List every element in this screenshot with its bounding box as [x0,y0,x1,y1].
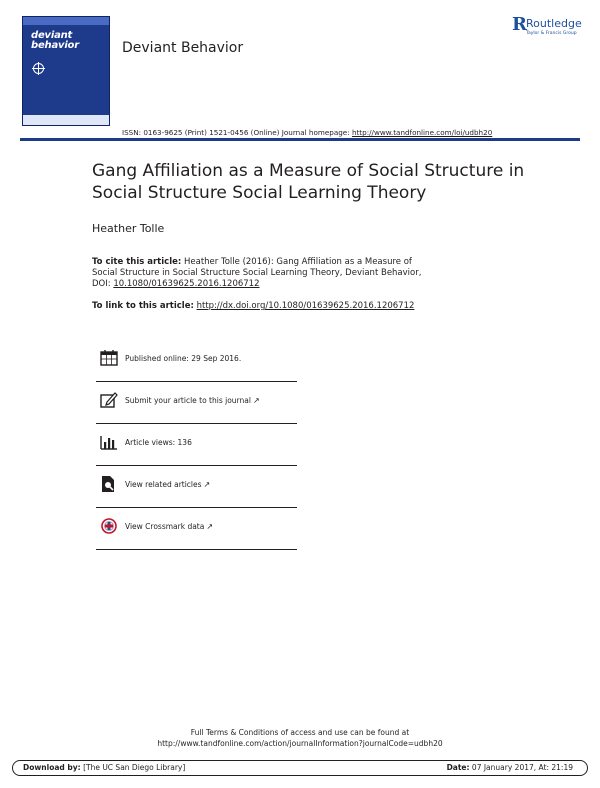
bar-chart-icon [100,434,118,450]
download-library: [The UC San Diego Library] [83,763,186,772]
issn-line [122,128,492,137]
external-link-icon: ↗ [252,396,260,405]
cover-footer-band [23,115,109,125]
published-date: Published online: 29 Sep 2016. [125,354,242,363]
cover-band [23,17,109,25]
info-row-views [96,424,297,466]
terms-note [0,727,600,749]
cite-doi-link[interactable]: 10.1080/01639625.2016.1206712 [113,279,260,289]
info-row-submit[interactable] [96,382,297,424]
publisher-tagline: Taylor & Francis Group [526,31,577,36]
related-label: View related articles [125,480,202,489]
download-info-bar [12,760,588,776]
edit-icon [100,392,118,408]
cite-label: To cite this article: [92,257,182,267]
article-views: Article views: 136 [125,438,192,447]
header-rule [20,138,580,141]
citation-block [92,257,432,290]
journal-cover [22,16,110,126]
journal-name: Deviant Behavior [122,40,244,56]
external-link-icon: ↗ [206,522,214,531]
download-date [447,763,573,772]
submit-article-link[interactable] [125,396,260,405]
related-articles-link[interactable] [125,480,210,489]
date-label: Date: [446,763,470,772]
crossmark-link[interactable] [125,522,213,531]
routledge-mark-icon: R [512,14,527,35]
terms-line-1: Full Terms & Conditions of access and use can be found at [190,728,410,737]
download-label: Download by: [23,763,81,772]
cover-title: deviant behavior [31,30,79,51]
cover-emblem-icon [33,63,44,74]
downloaded-by [23,763,185,772]
submit-label: Submit your article to this journal [125,396,251,405]
date-value: 07 January 2017, At: 21:19 [471,763,573,772]
crossmark-label: View Crossmark data [125,522,205,531]
article-link-line [92,301,414,311]
link-label: To link to this article: [92,301,194,311]
article-title: Gang Affiliation as a Measure of Social Structure in Social Structure Social Learning Theory [92,161,525,203]
publisher-name: Routledge [526,17,582,30]
calendar-icon [100,350,118,366]
cite-text: Heather Tolle (2016): Gang Affiliation as a Measure of Social Structure in Social Structure Social Learning Theory, Deviant Behavior, DOI: [92,257,422,289]
info-row-published [96,340,297,382]
article-doi-link[interactable]: http://dx.doi.org/10.1080/01639625.2016.1206712 [196,301,415,311]
crossmark-icon [100,518,118,534]
external-link-icon: ↗ [203,480,211,489]
publisher-logo[interactable] [512,16,592,40]
document-search-icon [100,476,118,492]
issn-text: ISSN: 0163-9625 (Print) 1521-0456 (Online) Journal homepage: [122,128,352,137]
article-author: Heather Tolle [92,222,165,235]
article-info-list [96,340,297,550]
info-row-related[interactable] [96,466,297,508]
terms-link[interactable]: http://www.tandfonline.com/action/journalInformation?journalCode=udbh20 [157,739,443,748]
info-row-crossmark[interactable] [96,508,297,550]
journal-homepage-link[interactable]: http://www.tandfonline.com/loi/udbh20 [351,128,493,137]
